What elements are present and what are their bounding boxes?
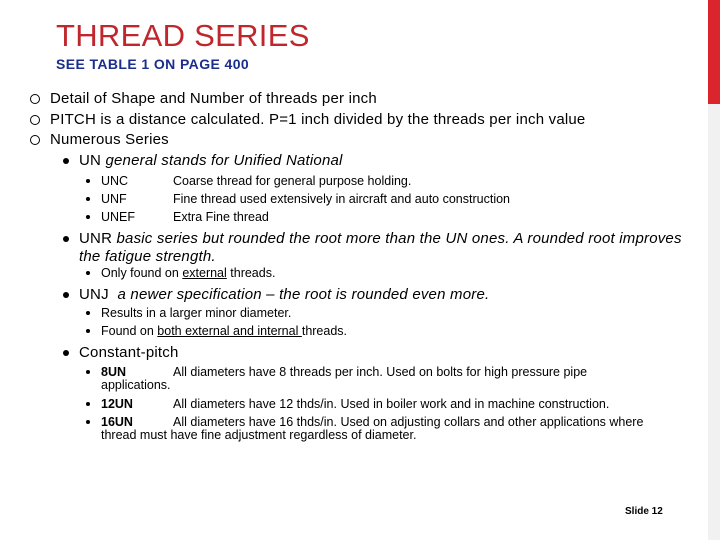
dot-bullet-icon [86, 179, 90, 183]
accent-bar-rest [708, 104, 720, 540]
dot-bullet-icon [86, 329, 90, 333]
thread-code: 8UN [101, 365, 127, 379]
dot-bullet-icon [63, 236, 69, 242]
dot-bullet-icon [86, 402, 90, 406]
slide-title: THREAD SERIES [56, 18, 310, 53]
series-label: Constant-pitch [79, 344, 179, 361]
dot-bullet-icon [86, 311, 90, 315]
thread-desc: Extra Fine thread [173, 210, 269, 224]
thread-desc: Coarse thread for general purpose holding. [173, 174, 412, 188]
dot-bullet-icon [86, 370, 90, 374]
ring-bullet-icon [30, 94, 40, 104]
series-desc: general stands for Unified National [105, 152, 343, 169]
thread-desc: All diameters have 16 thds/in. Used on adjusting collars and other applications where thread must have fine adjustment regardless of diameter. [101, 415, 644, 442]
dot-bullet-icon [86, 420, 90, 424]
dot-bullet-icon [63, 350, 69, 356]
thread-code: UNF [101, 192, 127, 206]
series-desc: basic series but rounded the root more than the UN ones. A rounded root improves the fatigue strength. [79, 230, 682, 265]
thread-desc: All diameters have 8 threads per inch. Used on bolts for high pressure pipe applications. [101, 365, 588, 392]
thread-desc: All diameters have 12 thds/in. Used in boiler work and in machine construction. [173, 397, 610, 411]
ring-bullet-icon [30, 135, 40, 145]
slide-number: Slide 12 [625, 506, 663, 517]
ring-bullet-icon [30, 115, 40, 125]
dot-bullet-icon [86, 197, 90, 201]
bullet-text: Detail of Shape and Number of threads per inch [50, 90, 377, 107]
thread-code: UNC [101, 174, 129, 188]
slide-subtitle: SEE TABLE 1 ON PAGE 400 [56, 56, 250, 72]
thread-code: 16UN [101, 415, 133, 429]
dot-bullet-icon [63, 158, 69, 164]
thread-desc: Fine thread used extensively in aircraft and auto construction [173, 192, 510, 206]
dot-bullet-icon [86, 271, 90, 275]
series-label: UN [79, 152, 102, 169]
bullet-text: Numerous Series [50, 131, 169, 148]
accent-bar-top [708, 0, 720, 104]
bullet-text: PITCH is a distance calculated. P=1 inch divided by the threads per inch value [50, 111, 586, 128]
dot-bullet-icon [86, 215, 90, 219]
series-desc: a newer specification – the root is rounded even more. [117, 286, 490, 303]
underlined-text: external [182, 266, 227, 280]
dot-bullet-icon [63, 292, 69, 298]
underlined-text: both external and internal [157, 324, 302, 338]
thread-code: 12UN [101, 397, 133, 411]
thread-code: UNEF [101, 210, 136, 224]
series-label: UNR [79, 230, 113, 247]
accent-bar [708, 0, 720, 540]
series-label: UNJ [79, 286, 109, 303]
